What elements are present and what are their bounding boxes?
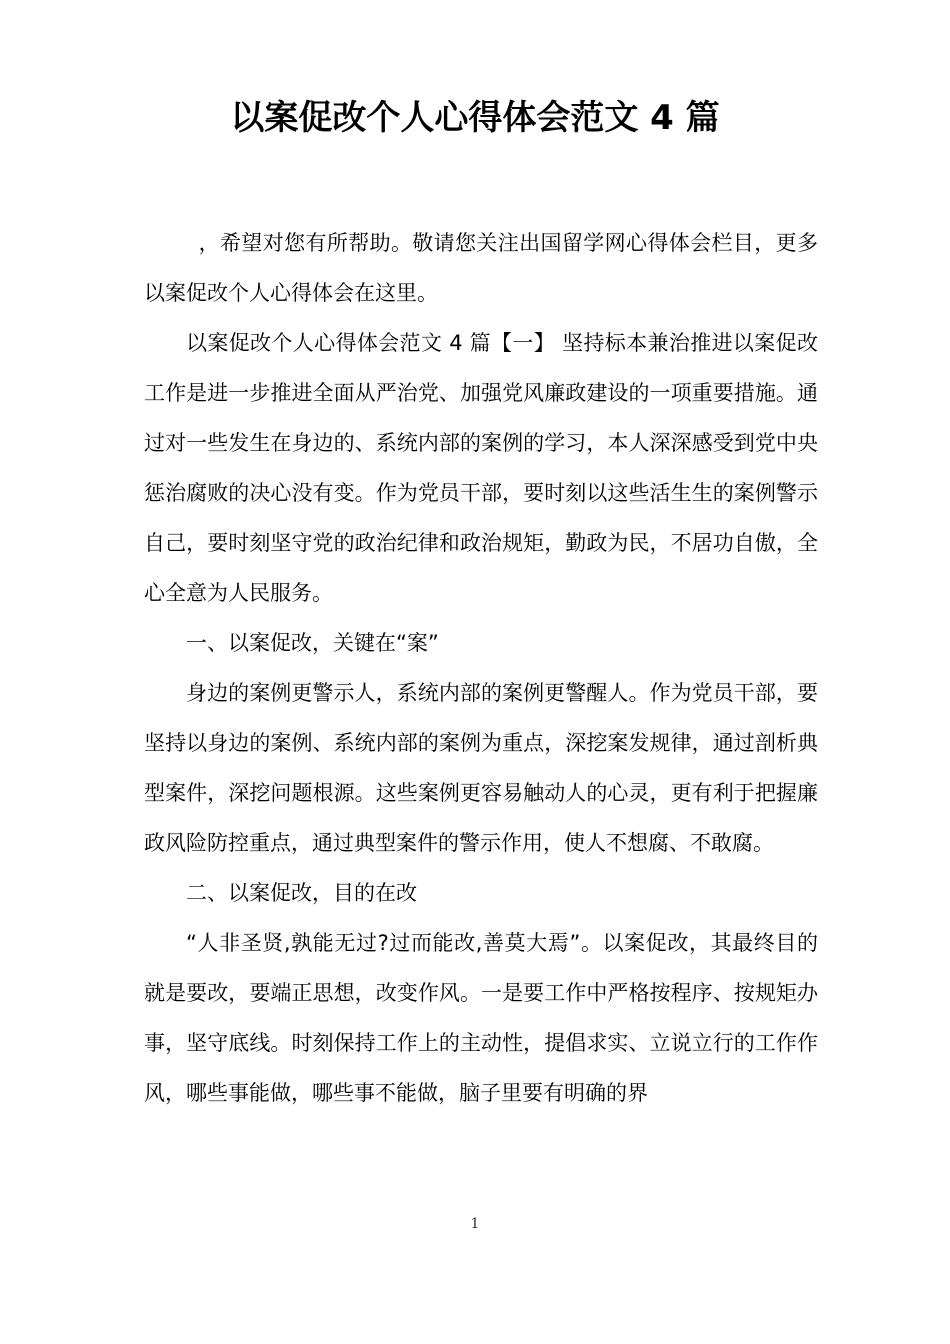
paragraph-section-two: “人非圣贤,孰能无过?过而能改,善莫大焉”。以案促改，其最终目的就是要改，要端正思想，改变作风。一是要工作中严格按程序、按规矩办事，坚守底线。时刻保持工作上的主动性，提倡求实、立说立行的工作作风，哪些事能做，哪些事不能做，脑子里要有明确的界: [144, 931, 818, 1105]
section-heading-one: 一、以案促改，关键在“案”: [186, 631, 439, 655]
document-title: 以案促改个人心得体会范文 4 篇: [230, 98, 720, 138]
document-body: [144, 218, 818, 1118]
paragraph-intro: ，希望对您有所帮助。敬请您关注出国留学网心得体会栏目，更多以案促改个人心得体会在这里。: [144, 231, 818, 305]
page-number: 1: [470, 1216, 480, 1232]
paragraph-article-one: 以案促改个人心得体会范文 4 篇【一】 坚持标本兼治推进以案促改工作是进一步推进全面从严治党、加强党风廉政建设的一项重要措施。通过对一些发生在身边的、系统内部的案例的学习，本人深深感受到党中央惩治腐败的决心没有变。作为党员干部，要时刻以这些活生生的案例警示自己，要时刻坚守党的政治纪律和政治规矩，勤政为民，不居功自傲，全心全意为人民服务。: [144, 331, 818, 605]
section-heading-two: 二、以案促改，目的在改: [186, 881, 417, 905]
paragraph-section-one: 身边的案例更警示人，系统内部的案例更警醒人。作为党员干部，要坚持以身边的案例、系统内部的案例为重点，深挖案发规律，通过剖析典型案件，深挖问题根源。这些案例更容易触动人的心灵，更有利于把握廉政风险防控重点，通过典型案件的警示作用，使人不想腐、不敢腐。: [144, 681, 818, 855]
